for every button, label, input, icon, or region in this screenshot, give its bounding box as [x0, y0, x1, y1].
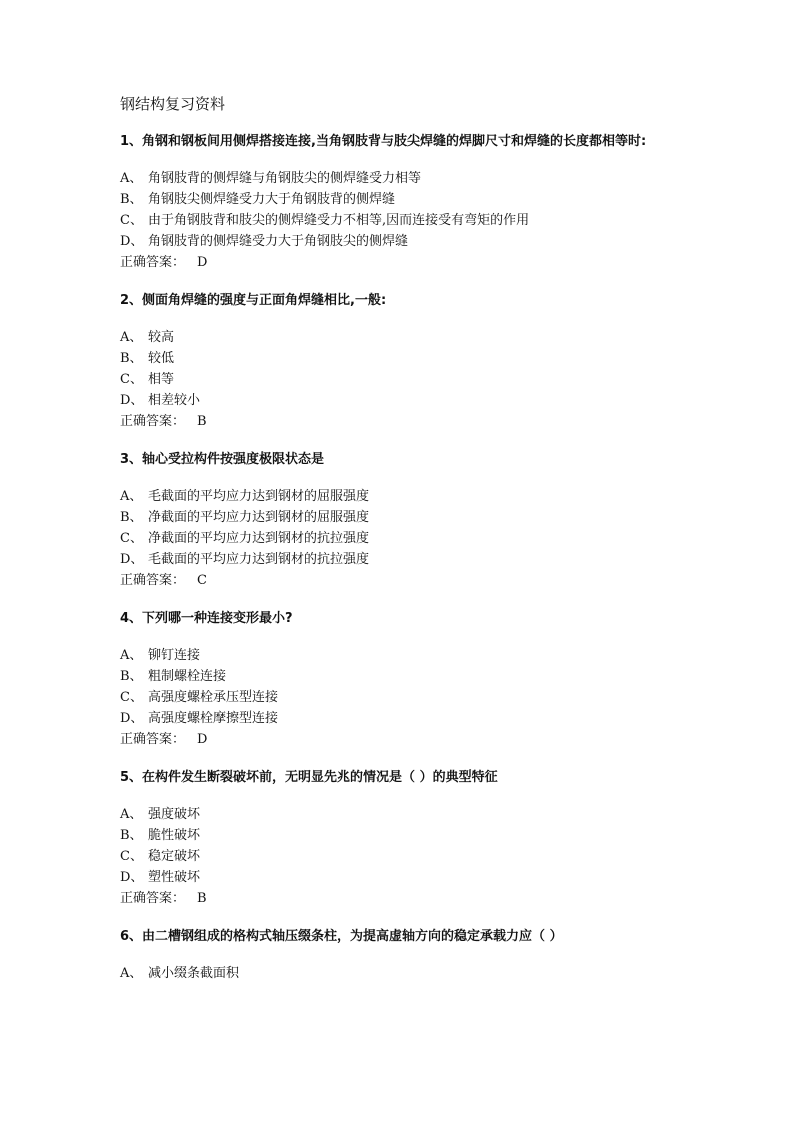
option-c [120, 687, 680, 708]
option-list [120, 645, 680, 729]
question-stem: 在构件发生断裂破坏前，无明显先兆的情况是（ ）的典型特征 [142, 770, 498, 785]
question-text [120, 608, 675, 629]
question-1 [120, 131, 680, 273]
option-letter: C、 [120, 849, 143, 864]
option-a [120, 963, 680, 984]
option-d [120, 231, 680, 252]
option-letter: D、 [120, 234, 144, 249]
option-a [120, 168, 680, 189]
option-d [120, 390, 680, 411]
question-text [120, 926, 675, 947]
option-letter: A、 [120, 966, 143, 981]
option-text: 塑性破坏 [148, 870, 201, 885]
question-number: 3、 [120, 452, 143, 467]
option-letter: D、 [120, 393, 144, 408]
option-a [120, 645, 680, 666]
answer-value: C [197, 573, 207, 588]
option-b [120, 666, 680, 687]
answer-value: D [197, 732, 208, 747]
document-title: 钢结构复习资料 [120, 95, 226, 113]
option-text: 高强度螺栓摩擦型连接 [148, 711, 279, 726]
option-b [120, 348, 680, 369]
question-3 [120, 449, 680, 591]
correct-answer [120, 570, 680, 591]
correct-answer [120, 888, 680, 909]
question-number: 1、 [120, 134, 143, 149]
question-number: 5、 [120, 770, 143, 785]
option-text: 净截面的平均应力达到钢材的抗拉强度 [148, 531, 370, 546]
option-a [120, 804, 680, 825]
option-letter: B、 [120, 351, 143, 366]
option-c [120, 210, 680, 231]
option-list [120, 804, 680, 888]
option-letter: C、 [120, 372, 143, 387]
option-text: 相等 [148, 372, 175, 387]
option-c [120, 528, 680, 549]
answer-label: 正确答案： [120, 573, 186, 588]
option-d [120, 549, 680, 570]
question-stem: 下列哪一种连接变形最小? [142, 611, 293, 626]
question-number: 2、 [120, 293, 143, 308]
option-letter: C、 [120, 213, 143, 228]
option-letter: A、 [120, 171, 143, 186]
option-text: 角钢肢背的侧焊缝受力大于角钢肢尖的侧焊缝 [148, 234, 409, 249]
option-letter: D、 [120, 711, 144, 726]
option-list [120, 327, 680, 411]
answer-label: 正确答案： [120, 255, 186, 270]
correct-answer [120, 411, 680, 432]
option-text: 强度破坏 [148, 807, 201, 822]
option-text: 角钢肢背的侧焊缝与角钢肢尖的侧焊缝受力相等 [148, 171, 422, 186]
option-letter: A、 [120, 489, 143, 504]
answer-value: B [197, 414, 207, 429]
option-text: 高强度螺栓承压型连接 [148, 690, 279, 705]
option-c [120, 846, 680, 867]
option-b [120, 825, 680, 846]
option-letter: B、 [120, 510, 143, 525]
option-text: 粗制螺栓连接 [148, 669, 227, 684]
question-4 [120, 608, 680, 750]
option-c [120, 369, 680, 390]
option-text: 相差较小 [148, 393, 201, 408]
correct-answer [120, 729, 680, 750]
option-list [120, 486, 680, 570]
option-text: 由于角钢肢背和肢尖的侧焊缝受力不相等,因而连接受有弯矩的作用 [148, 213, 530, 228]
question-6 [120, 926, 680, 984]
option-letter: A、 [120, 648, 143, 663]
document-page [120, 93, 680, 984]
option-a [120, 327, 680, 348]
answer-label: 正确答案： [120, 414, 186, 429]
question-number: 6、 [120, 929, 143, 944]
option-letter: B、 [120, 192, 143, 207]
question-5 [120, 767, 680, 909]
question-text [120, 767, 675, 788]
answer-label: 正确答案： [120, 891, 186, 906]
option-letter: B、 [120, 669, 143, 684]
option-letter: C、 [120, 531, 143, 546]
option-list [120, 168, 680, 252]
option-b [120, 507, 680, 528]
option-b [120, 189, 680, 210]
question-stem: 轴心受拉构件按强度极限状态是 [142, 452, 325, 467]
question-2 [120, 290, 680, 432]
option-text: 净截面的平均应力达到钢材的屈服强度 [148, 510, 370, 525]
option-text: 毛截面的平均应力达到钢材的屈服强度 [148, 489, 370, 504]
answer-label: 正确答案： [120, 732, 186, 747]
option-letter: C、 [120, 690, 143, 705]
option-letter: A、 [120, 807, 143, 822]
option-text: 较低 [148, 351, 175, 366]
option-d [120, 867, 680, 888]
option-text: 铆钉连接 [148, 648, 201, 663]
answer-value: B [197, 891, 207, 906]
question-text [120, 131, 675, 152]
question-number: 4、 [120, 611, 143, 626]
question-stem: 侧面角焊缝的强度与正面角焊缝相比,一般: [142, 293, 387, 308]
option-text: 毛截面的平均应力达到钢材的抗拉强度 [148, 552, 370, 567]
option-text: 脆性破坏 [148, 828, 201, 843]
question-text [120, 449, 675, 470]
option-a [120, 486, 680, 507]
option-d [120, 708, 680, 729]
question-stem: 角钢和钢板间用侧焊搭接连接,当角钢肢背与肢尖焊缝的焊脚尺寸和焊缝的长度都相等时: [142, 134, 647, 149]
option-text: 角钢肢尖侧焊缝受力大于角钢肢背的侧焊缝 [148, 192, 396, 207]
correct-answer [120, 252, 680, 273]
option-list [120, 963, 680, 984]
question-stem: 由二槽钢组成的格构式轴压缀条柱，为提高虚轴方向的稳定承载力应（ ） [142, 929, 563, 944]
option-letter: D、 [120, 552, 144, 567]
option-text: 较高 [148, 330, 175, 345]
question-text [120, 290, 675, 311]
option-letter: A、 [120, 330, 143, 345]
option-text: 稳定破坏 [148, 849, 201, 864]
answer-value: D [197, 255, 208, 270]
option-letter: B、 [120, 828, 143, 843]
option-letter: D、 [120, 870, 144, 885]
option-text: 减小缀条截面积 [148, 966, 240, 981]
